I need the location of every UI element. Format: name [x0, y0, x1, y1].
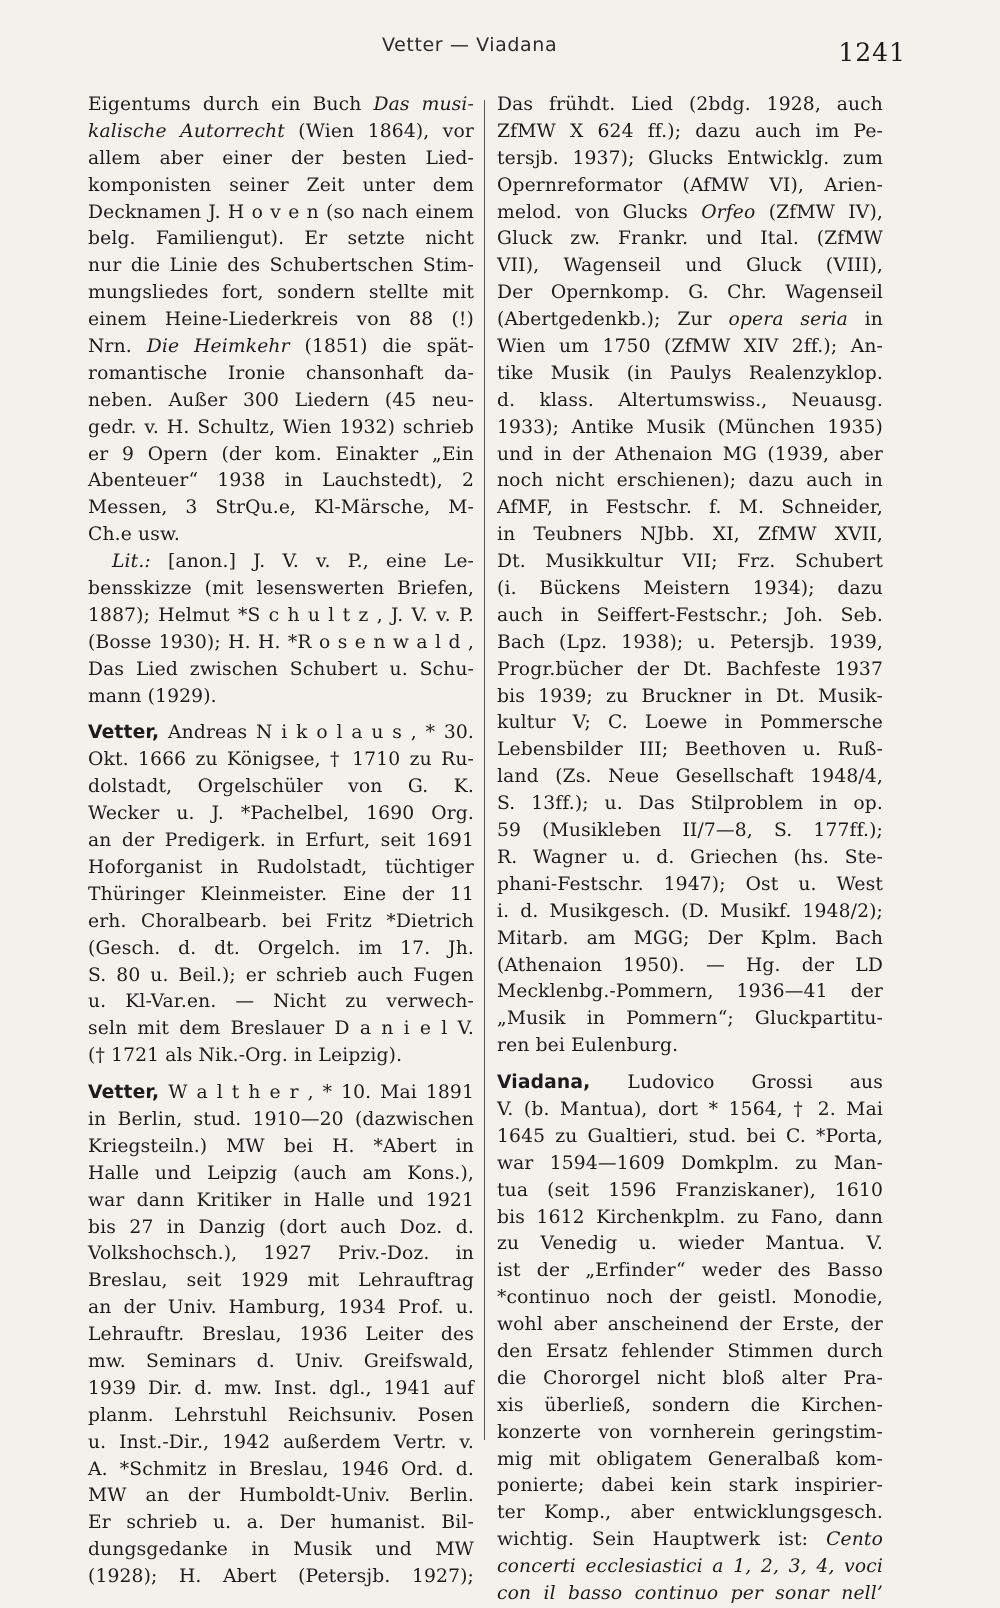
text-segment: Der Opernkomp. G. Chr. Wagenseil — [497, 282, 883, 304]
text-segment: (Athenaion 1950). — Hg. der LD — [497, 954, 883, 976]
text-segment: in — [847, 309, 883, 331]
text-segment: ist der „Erfinder“ weder des Basso — [497, 1260, 883, 1282]
text-line — [497, 1312, 883, 1339]
text-line — [497, 415, 883, 442]
text-segment: S. 13ff.); u. Das Stilproblem in op. — [497, 793, 883, 815]
text-segment: melod. von Glucks — [497, 201, 702, 223]
text-line — [88, 200, 474, 227]
text-segment: romantische Ironie chansonhaft da- — [88, 362, 474, 384]
text-line — [497, 1473, 883, 1500]
text-line — [497, 307, 883, 334]
text-segment: mw. Seminars d. Univ. Greifswald, — [88, 1350, 474, 1372]
text-segment: Mecklenbg.-Pommern, 1936—41 der — [497, 981, 883, 1003]
text-segment: bis 27 in Danzig (dort auch Doz. d. — [88, 1216, 474, 1238]
text-line — [497, 845, 883, 872]
text-segment: er 9 Opern (der kom. Einakter „Ein — [88, 443, 474, 465]
text-line — [497, 388, 883, 415]
text-segment: dungsgedanke in Musik und MW — [88, 1539, 474, 1561]
text-line — [497, 1527, 883, 1554]
text-line — [88, 1043, 474, 1070]
text-segment: MW an der Humboldt-Univ. Berlin. — [88, 1485, 474, 1507]
text-segment: phani-Festschr. 1947); Ost u. West — [497, 873, 883, 895]
text-segment: Wien um 1750 (ZfMW XIV 2ff.); An- — [497, 336, 883, 358]
text-line — [88, 657, 474, 684]
text-segment: Andreas N i k o l a u s , * 30. — [159, 722, 474, 744]
text-segment: Ludovico Grossi aus — [590, 1072, 883, 1094]
text-segment: wichtig. Sein Hauptwerk ist: — [497, 1529, 827, 1551]
text-line — [88, 603, 474, 630]
text-line — [88, 855, 474, 882]
text-line — [497, 146, 883, 173]
text-line — [88, 1107, 474, 1134]
text-line — [497, 200, 883, 227]
text-line — [497, 1124, 883, 1151]
text-line — [497, 468, 883, 495]
left-column — [88, 92, 474, 1591]
text-segment: Wecker u. J. *Pachelbel, 1690 Org. — [88, 803, 474, 825]
text-line — [88, 1457, 474, 1484]
text-segment: Messen, 3 StrQu.e, Kl-Märsche, M- — [88, 497, 474, 519]
text-segment: war 1594—1609 Domkplm. zu Man- — [497, 1152, 883, 1174]
text-segment: noch nicht erschienen); dazu auch in — [497, 470, 883, 492]
text-line — [497, 522, 883, 549]
text-segment: den Ersatz fehlender Stimmen durch — [497, 1340, 883, 1362]
running-head: Vetter — Viadana — [382, 34, 558, 56]
text-line — [88, 720, 474, 747]
text-segment: (Gesch. d. dt. Orgelch. im 17. Jh. — [88, 937, 474, 959]
text-segment: kultur V; C. Loewe in Pommersche — [497, 712, 883, 734]
text-segment: Ch.e usw. — [88, 524, 180, 546]
text-line — [88, 1322, 474, 1349]
text-line — [497, 1097, 883, 1124]
text-segment: Decknamen J. H o v e n (so nach einem — [88, 201, 474, 223]
text-line — [88, 442, 474, 469]
text-line — [88, 576, 474, 603]
text-segment: war dann Kritiker in Halle und 1921 — [88, 1189, 474, 1211]
text-line — [88, 909, 474, 936]
italic-text: Lit.: — [112, 551, 151, 573]
text-line — [497, 334, 883, 361]
text-segment: u. Inst.-Dir., 1942 außerdem Vertr. v. — [88, 1431, 474, 1453]
text-segment: planm. Lehrstuhl Reichsuniv. Posen — [88, 1404, 474, 1426]
text-line — [88, 495, 474, 522]
text-segment: (1928); H. Abert (Petersjb. 1927); — [88, 1566, 474, 1588]
italic-text: kalische Autorrecht — [88, 120, 285, 142]
text-line — [88, 989, 474, 1016]
text-line — [497, 926, 883, 953]
text-line — [88, 1483, 474, 1510]
text-segment: Breslau, seit 1929 mit Lehrauftrag — [88, 1270, 474, 1292]
text-segment: V. (b. Mantua), dort * 1564, † 2. Mai — [497, 1098, 883, 1120]
text-segment: mig mit obligatem Generalbaß kom- — [497, 1448, 883, 1470]
text-line — [88, 361, 474, 388]
text-segment: Halle und Leipzig (auch am Kons.), — [88, 1162, 474, 1184]
text-segment: ponierte; dabei kein stark inspirier- — [497, 1475, 883, 1497]
text-line — [88, 226, 474, 253]
text-line — [497, 280, 883, 307]
text-line — [497, 1581, 883, 1608]
text-line — [88, 468, 474, 495]
text-line — [497, 549, 883, 576]
text-segment: (Abertgedenkb.); Zur — [497, 309, 729, 331]
text-line — [88, 1376, 474, 1403]
text-line — [497, 1151, 883, 1178]
text-line — [88, 522, 474, 549]
text-line — [497, 1554, 883, 1581]
text-segment: bensskizze (mit lesenswerten Briefen, — [88, 578, 474, 600]
entry-headword: Vetter, — [88, 1082, 160, 1104]
text-segment: bis 1612 Kirchenkplm. zu Fano, dann — [497, 1206, 883, 1228]
text-line — [497, 92, 883, 119]
italic-text: opera seria — [728, 309, 848, 331]
italic-text: con il basso continuo per sonar nell’ — [497, 1582, 883, 1604]
text-line — [88, 1161, 474, 1188]
text-segment: VII), Wagenseil und Gluck (VIII), — [497, 255, 883, 277]
text-line — [497, 657, 883, 684]
text-line — [88, 1016, 474, 1043]
text-line — [88, 1241, 474, 1268]
text-line — [88, 146, 474, 173]
text-segment: allem aber einer der besten Lied- — [88, 147, 474, 169]
right-column — [497, 92, 883, 1608]
text-line — [497, 1258, 883, 1285]
text-line — [88, 388, 474, 415]
text-segment: Thüringer Kleinmeister. Eine der 11 — [88, 883, 474, 905]
entry-headword: Viadana, — [497, 1072, 591, 1094]
italic-text: Das musi- — [373, 94, 474, 115]
text-line — [88, 747, 474, 774]
text-line — [497, 1285, 883, 1312]
text-segment: die Chororgel nicht bloß alter Pra- — [497, 1367, 883, 1389]
text-segment: an der Univ. Hamburg, 1934 Prof. u. — [88, 1297, 474, 1319]
text-segment: (ZfMW IV), — [755, 201, 883, 223]
text-line — [88, 801, 474, 828]
text-line — [497, 1205, 883, 1232]
text-segment: S. 80 u. Beil.); er schrieb auch Fugen — [88, 964, 474, 986]
text-segment: „Musik in Pommern“; Gluckpartitu- — [497, 1008, 883, 1030]
text-segment: Er schrieb u. a. Der humanist. Bil- — [88, 1512, 474, 1534]
text-line — [88, 828, 474, 855]
text-segment: nur die Linie des Schubertschen Stim- — [88, 255, 474, 277]
text-segment: *continuo noch der geistl. Monodie, — [497, 1287, 883, 1309]
text-line — [88, 1564, 474, 1591]
text-segment: 1939 Dir. d. mw. Inst. dgl., 1941 auf — [88, 1377, 474, 1399]
text-segment: land (Zs. Neue Gesellschaft 1948/4, — [497, 766, 883, 788]
text-line — [497, 764, 883, 791]
text-segment: 59 (Musikleben II/7—8, S. 177ff.); — [497, 820, 883, 842]
text-segment: Volkshochsch.), 1927 Priv.-Doz. in — [88, 1243, 474, 1265]
text-line — [88, 307, 474, 334]
text-line — [88, 92, 474, 119]
text-segment: R. Wagner u. d. Griechen (hs. Ste- — [497, 846, 883, 868]
text-line — [497, 1006, 883, 1033]
text-line — [88, 630, 474, 657]
text-segment: Okt. 1666 zu Königsee, † 1710 zu Ru- — [88, 749, 474, 771]
text-line — [88, 334, 474, 361]
text-segment: († 1721 als Nik.-Org. in Leipzig). — [88, 1045, 403, 1067]
text-line — [88, 1134, 474, 1161]
text-segment: in Berlin, stud. 1910—20 (dazwischen — [88, 1108, 474, 1130]
text-segment: ZfMW X 624 ff.); dazu auch im Pe- — [497, 120, 883, 142]
text-segment: komponisten seiner Zeit unter dem — [88, 174, 474, 196]
text-segment: A. *Schmitz in Breslau, 1946 Ord. d. — [88, 1458, 474, 1480]
text-segment: Gluck zw. Frankr. und Ital. (ZfMW — [497, 228, 883, 250]
text-segment: 1887); Helmut *S c h u l t z , J. V. v. P. — [88, 604, 474, 626]
text-line — [497, 1366, 883, 1393]
text-line — [497, 253, 883, 280]
text-line — [88, 173, 474, 200]
italic-text: Die Heimkehr — [146, 336, 290, 358]
text-line — [88, 963, 474, 990]
text-line — [88, 1403, 474, 1430]
text-line — [497, 791, 883, 818]
text-segment: (1851) die spät- — [289, 336, 475, 358]
text-segment: mann (1929). — [88, 685, 217, 707]
text-segment: mungsliedes fort, sondern stellte mit — [88, 282, 474, 304]
text-segment: [anon.] J. V. v. P., eine Le- — [150, 551, 474, 573]
text-segment: tike Musik (in Paulys Realenzyklop. — [497, 362, 883, 384]
text-line — [88, 882, 474, 909]
text-line — [497, 979, 883, 1006]
text-segment: W a l t h e r , * 10. Mai 1891 — [159, 1082, 474, 1104]
text-line — [497, 899, 883, 926]
text-segment: Bach (Lpz. 1938); u. Petersjb. 1939, — [497, 631, 883, 653]
text-line — [88, 1510, 474, 1537]
text-line — [497, 1231, 883, 1258]
italic-text: concerti ecclesiastici a 1, 2, 3, 4, voci — [497, 1556, 883, 1578]
text-line — [497, 1393, 883, 1420]
text-line — [88, 549, 474, 576]
text-segment: Nrn. — [88, 336, 147, 358]
text-line — [497, 173, 883, 200]
text-segment: Progr.bücher der Dt. Bachfeste 1937 — [497, 658, 883, 680]
text-line — [88, 253, 474, 280]
text-segment: konzerte von vornherein geringstim- — [497, 1421, 883, 1443]
text-line — [88, 774, 474, 801]
text-segment: dolstadt, Orgelschüler von G. K. — [88, 776, 474, 798]
text-segment: bis 1939; zu Bruckner in Dt. Musik- — [497, 685, 883, 707]
text-segment: Opernreformator (AfMW VI), Arien- — [497, 174, 883, 196]
text-line — [497, 1178, 883, 1205]
text-line — [497, 737, 883, 764]
text-segment: ren bei Eulenburg. — [497, 1035, 679, 1057]
text-line — [88, 684, 474, 711]
text-line — [497, 684, 883, 711]
text-line — [497, 603, 883, 630]
text-line — [497, 630, 883, 657]
text-segment: Das frühdt. Lied (2bdg. 1928, auch — [497, 94, 883, 115]
text-line — [497, 872, 883, 899]
text-line — [88, 1215, 474, 1242]
text-segment: zu Venedig u. wieder Mantua. V. — [497, 1233, 883, 1255]
text-segment: AfMF, in Festschr. f. M. Schneider, — [497, 497, 883, 519]
text-segment: 1645 zu Gualtieri, stud. bei C. *Porta, — [497, 1125, 883, 1147]
text-line — [497, 1339, 883, 1366]
text-segment: (Bosse 1930); H. H. *R o s e n w a l d , — [88, 631, 474, 653]
text-segment: xis überließ, sondern die Kirchen- — [497, 1394, 883, 1416]
text-segment: an der Predigerk. in Erfurt, seit 1691 — [88, 830, 474, 852]
text-line — [88, 280, 474, 307]
text-line — [497, 576, 883, 603]
text-segment: i. d. Musikgesch. (D. Musikf. 1948/2); — [497, 900, 883, 922]
text-segment: Kriegsteiln.) MW bei H. *Abert in — [88, 1135, 474, 1157]
text-line — [88, 415, 474, 442]
italic-text: Orfeo — [701, 201, 756, 223]
text-line — [88, 936, 474, 963]
text-line — [497, 226, 883, 253]
text-line — [88, 119, 474, 146]
text-line — [88, 1188, 474, 1215]
text-segment: tua (seit 1596 Franziskaner), 1610 — [497, 1179, 883, 1201]
text-segment: in Teubners NJbb. XI, ZfMW XVII, — [497, 524, 883, 546]
text-segment: u. Kl-Var.en. — Nicht zu verwech- — [88, 991, 474, 1013]
text-line — [497, 361, 883, 388]
text-segment: und in der Athenaion MG (1939, aber — [497, 443, 883, 465]
text-segment: belg. Familiengut). Er setzte nicht — [88, 228, 474, 250]
text-segment: erh. Choralbearb. bei Fritz *Dietrich — [88, 910, 474, 932]
entry-headword: Vetter, — [88, 722, 160, 744]
text-line — [88, 1430, 474, 1457]
text-segment: neben. Außer 300 Liedern (45 neu- — [88, 389, 474, 411]
text-line — [88, 1349, 474, 1376]
text-segment: Mitarb. am MGG; Der Kplm. Bach — [497, 927, 883, 949]
text-line — [497, 1447, 883, 1474]
text-line — [497, 495, 883, 522]
text-segment: seln mit dem Breslauer D a n i e l V. — [88, 1018, 474, 1040]
text-line — [497, 1033, 883, 1060]
text-segment: d. klass. Altertumswiss., Neuausg. — [497, 389, 883, 411]
column-divider — [484, 100, 485, 1440]
text-segment: (i. Bückens Meistern 1934); dazu — [497, 578, 883, 600]
text-segment: Lebensbilder III; Beethoven u. Ruß- — [497, 739, 883, 761]
text-segment: ter Komp., aber entwicklungsgesch. — [497, 1502, 883, 1524]
text-segment: wohl aber anscheinend der Erste, der — [497, 1314, 883, 1336]
text-segment: Dt. Musikkultur VII; Frz. Schubert — [497, 551, 883, 573]
text-line — [497, 710, 883, 737]
text-line — [497, 442, 883, 469]
text-segment: (Wien 1864), vor — [284, 120, 474, 142]
text-segment: Eigentums durch ein Buch — [88, 94, 374, 115]
text-line — [497, 953, 883, 980]
text-segment: Hoforganist in Rudolstadt, tüchtiger — [88, 856, 474, 878]
text-segment: einem Heine-Liederkreis von 88 (!) — [88, 309, 474, 331]
text-segment: 1933); Antike Musik (München 1935) — [497, 416, 883, 438]
text-segment: tersjb. 1937); Glucks Entwicklg. zum — [497, 147, 883, 169]
text-line — [497, 1500, 883, 1527]
text-segment: auch in Seiffert-Festschr.; Joh. Seb. — [497, 604, 883, 626]
italic-text: Cento — [826, 1529, 883, 1551]
text-segment: Abenteuer“ 1938 in Lauchstedt), 2 — [88, 470, 474, 492]
text-line — [88, 1537, 474, 1564]
text-line — [497, 818, 883, 845]
text-line — [497, 119, 883, 146]
text-line — [88, 1080, 474, 1107]
text-segment: gedr. v. H. Schultz, Wien 1932) schrieb — [88, 416, 474, 438]
text-line — [497, 1420, 883, 1447]
text-segment: Lehrauftr. Breslau, 1936 Leiter des — [88, 1324, 474, 1346]
text-line — [88, 1268, 474, 1295]
page-number: 1241 — [838, 38, 906, 67]
text-line — [88, 1295, 474, 1322]
text-line — [497, 1070, 883, 1097]
text-segment: Das Lied zwischen Schubert u. Schu- — [88, 658, 474, 680]
